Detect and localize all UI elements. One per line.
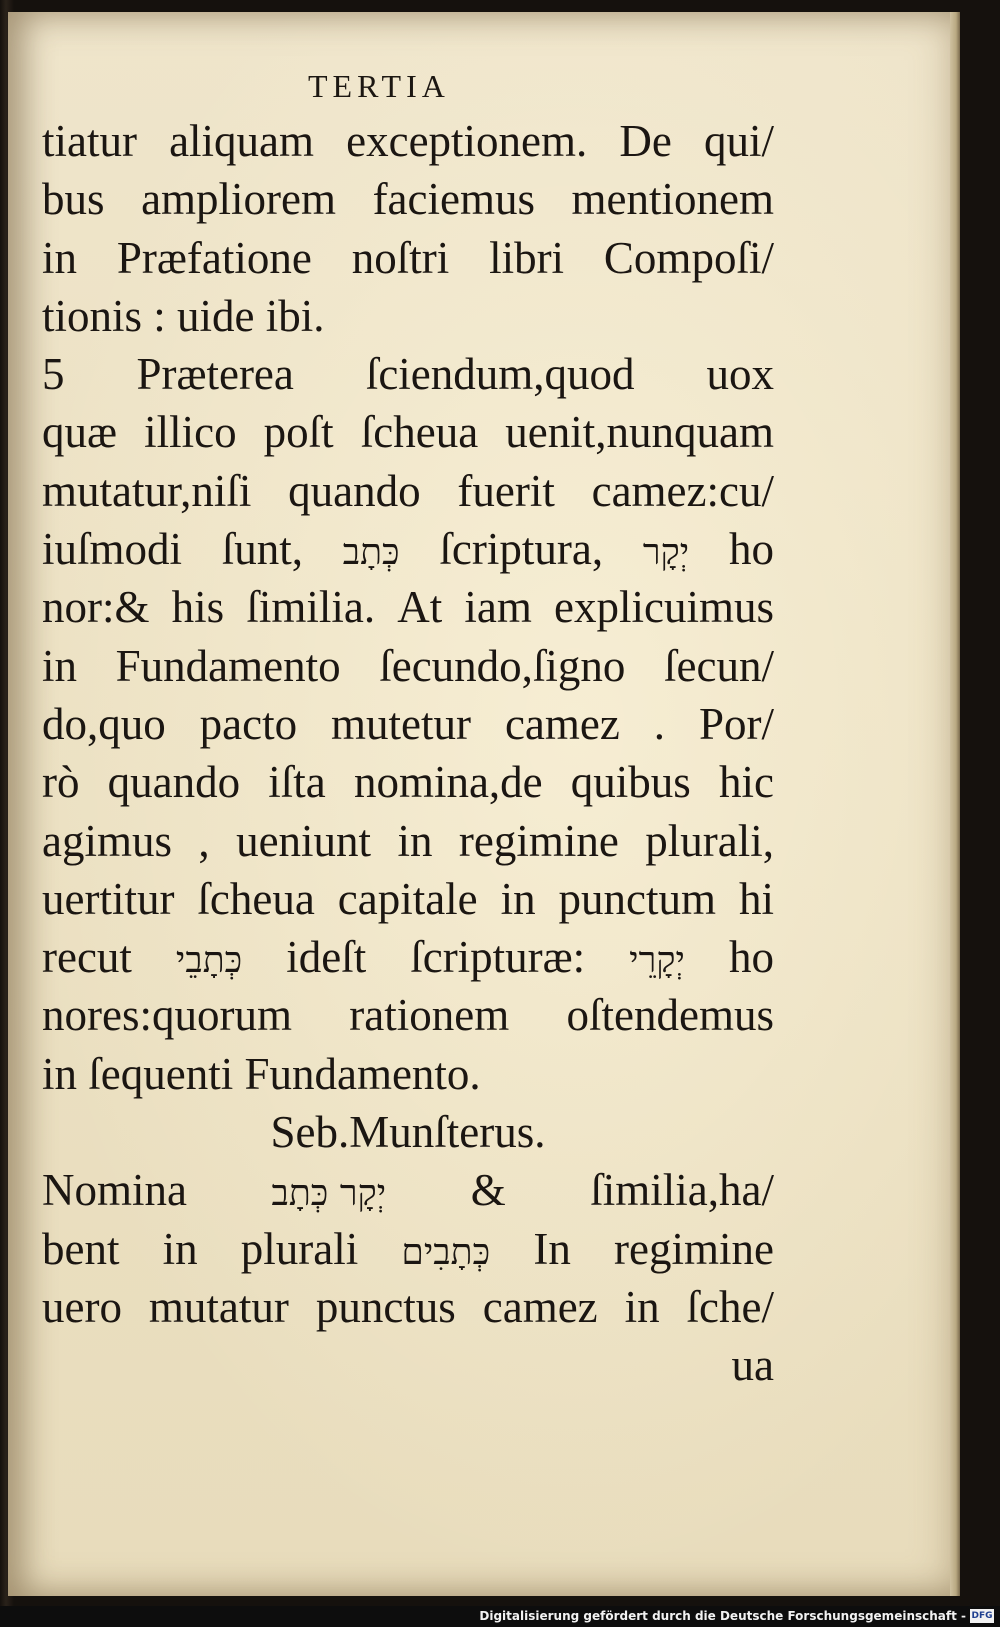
latin-word: recut xyxy=(42,932,132,983)
text-line xyxy=(42,578,774,636)
latin-word: uertitur xyxy=(42,873,175,924)
text-line xyxy=(42,462,774,520)
latin-word: camez xyxy=(504,698,620,749)
latin-word: Nomina xyxy=(42,1165,187,1216)
latin-word: libri xyxy=(489,232,565,283)
latin-word: ſche/ xyxy=(686,1281,774,1332)
latin-word: ſecundo,ſigno xyxy=(379,640,626,691)
latin-word: bus xyxy=(42,174,105,225)
latin-word: iuſmodi xyxy=(42,524,183,575)
latin-word: Compoſi/ xyxy=(603,232,774,283)
latin-word: noſtri xyxy=(351,232,450,283)
latin-word: 5 xyxy=(42,349,65,400)
latin-word: in xyxy=(162,1223,198,1274)
latin-word: rationem xyxy=(349,990,510,1041)
latin-word: In xyxy=(533,1223,571,1274)
hebrew-word: כְּתָב xyxy=(342,532,400,574)
latin-word: mutatur xyxy=(148,1281,289,1332)
text-line xyxy=(42,695,774,753)
latin-word: iam xyxy=(464,582,532,633)
text-line xyxy=(42,637,774,695)
latin-word: quæ xyxy=(42,407,118,458)
latin-word: ſcripturæ: xyxy=(410,932,586,983)
latin-word: poſt xyxy=(263,407,334,458)
latin-word: nor:& xyxy=(42,582,150,633)
latin-word: fuerit xyxy=(457,465,555,516)
text-line xyxy=(42,287,774,345)
latin-word: mutetur xyxy=(331,698,472,749)
latin-word: . xyxy=(653,698,666,749)
latin-word: in xyxy=(42,640,78,691)
text-line xyxy=(42,112,774,170)
latin-word: regimine xyxy=(613,1223,774,1274)
latin-word: ſciendum,quod xyxy=(365,349,635,400)
latin-word: ideſt xyxy=(286,932,367,983)
latin-word: plurali xyxy=(240,1223,359,1274)
latin-word: Præterea xyxy=(136,349,294,400)
latin-word: Præfatione xyxy=(116,232,312,283)
latin-word: plurali, xyxy=(645,815,774,866)
latin-word: camez:cu/ xyxy=(591,465,774,516)
text-line xyxy=(42,345,774,403)
latin-word: mutatur,niſi xyxy=(42,465,252,516)
hebrew-word: כְּתָבִים xyxy=(401,1231,491,1273)
latin-word: in xyxy=(500,873,536,924)
latin-word: regimine xyxy=(458,815,619,866)
text-line xyxy=(42,812,774,870)
latin-word: quibus xyxy=(570,757,691,808)
latin-word: Seb.Munſterus. xyxy=(270,1107,546,1158)
latin-word: De xyxy=(619,116,672,166)
latin-word: punctus xyxy=(315,1281,456,1332)
latin-word: uenit,nunquam xyxy=(505,407,774,458)
text-line xyxy=(42,1220,774,1278)
latin-word: in xyxy=(42,232,78,283)
latin-word: pacto xyxy=(199,698,298,749)
latin-word: oſtendemus xyxy=(566,990,774,1041)
latin-word: ſcriptura, xyxy=(439,524,604,575)
text-line xyxy=(42,1336,774,1394)
latin-word: At xyxy=(397,582,443,633)
latin-word: qui/ xyxy=(703,116,774,166)
dfg-logo: DFG xyxy=(971,1611,993,1621)
latin-word: nomina,de xyxy=(353,757,543,808)
digitization-footer xyxy=(0,1606,1000,1627)
hebrew-word: כְּתָבֵי xyxy=(175,940,243,982)
body-text xyxy=(42,112,774,1395)
latin-word: tiatur xyxy=(42,116,137,166)
latin-word: do,quo xyxy=(42,698,166,749)
latin-word: hi xyxy=(738,873,774,924)
latin-word: his xyxy=(171,582,225,633)
running-head: TERTIA xyxy=(308,68,450,104)
latin-word: agimus xyxy=(42,815,172,866)
latin-word: , xyxy=(198,815,210,866)
latin-word: illico xyxy=(144,407,237,458)
latin-word: capitale xyxy=(337,873,478,924)
latin-word: uox xyxy=(706,349,774,400)
latin-word: ua xyxy=(731,1340,774,1391)
latin-word: Fundamento xyxy=(115,640,341,691)
latin-word: in xyxy=(397,815,433,866)
latin-word: in ſequenti Fundamento. xyxy=(42,1048,481,1099)
text-line xyxy=(42,229,774,287)
latin-word: tionis : uide ibi. xyxy=(42,290,325,341)
hebrew-word: יְקָר xyxy=(642,532,690,574)
hebrew-word: יְקָר כְּתָב xyxy=(271,1173,387,1215)
hebrew-word: יְקָרֵי xyxy=(629,940,685,982)
latin-word: camez xyxy=(482,1281,598,1332)
latin-word: mentionem xyxy=(571,174,774,225)
latin-word: explicuimus xyxy=(554,582,774,633)
text-line xyxy=(42,1161,774,1219)
latin-word: quando xyxy=(107,757,241,808)
latin-word: quando xyxy=(288,465,421,516)
latin-word: uero xyxy=(42,1281,122,1332)
latin-word: Por/ xyxy=(698,698,774,749)
latin-word: bent xyxy=(42,1223,120,1274)
latin-word: ſcheua xyxy=(360,407,479,458)
latin-word: rò xyxy=(42,757,80,808)
latin-word: ſimilia. xyxy=(246,582,376,633)
latin-word: ueniunt xyxy=(236,815,372,866)
latin-word: ſimilia,ha/ xyxy=(590,1165,774,1216)
book-page xyxy=(8,12,952,1596)
text-line xyxy=(42,1278,774,1336)
latin-word: ho xyxy=(728,932,774,983)
text-line xyxy=(42,1045,774,1103)
latin-word: punctum xyxy=(558,873,717,924)
text-line xyxy=(42,403,774,461)
latin-word: aliquam xyxy=(169,116,315,166)
text-line xyxy=(42,753,774,811)
latin-word: ampliorem xyxy=(141,174,337,225)
latin-word: ho xyxy=(728,524,774,575)
latin-word: ſunt, xyxy=(221,524,304,575)
text-line xyxy=(42,870,774,928)
text-line xyxy=(42,170,774,228)
latin-word: exceptionem. xyxy=(346,116,588,166)
footer-credit: Digitalisierung gefördert durch die Deutsche Forschungsgemeinschaft - xyxy=(479,1609,966,1623)
latin-word: in xyxy=(624,1281,660,1332)
latin-word: hic xyxy=(718,757,774,808)
text-line xyxy=(42,1103,774,1161)
latin-word: nores:quorum xyxy=(42,990,292,1041)
latin-word: faciemus xyxy=(372,174,535,225)
latin-word: iſta xyxy=(268,757,326,808)
latin-word: ſecun/ xyxy=(664,640,774,691)
text-line xyxy=(42,520,774,578)
text-line xyxy=(42,928,774,986)
latin-word: ſcheua xyxy=(197,873,315,924)
text-line xyxy=(42,986,774,1044)
latin-word: & xyxy=(470,1165,506,1216)
